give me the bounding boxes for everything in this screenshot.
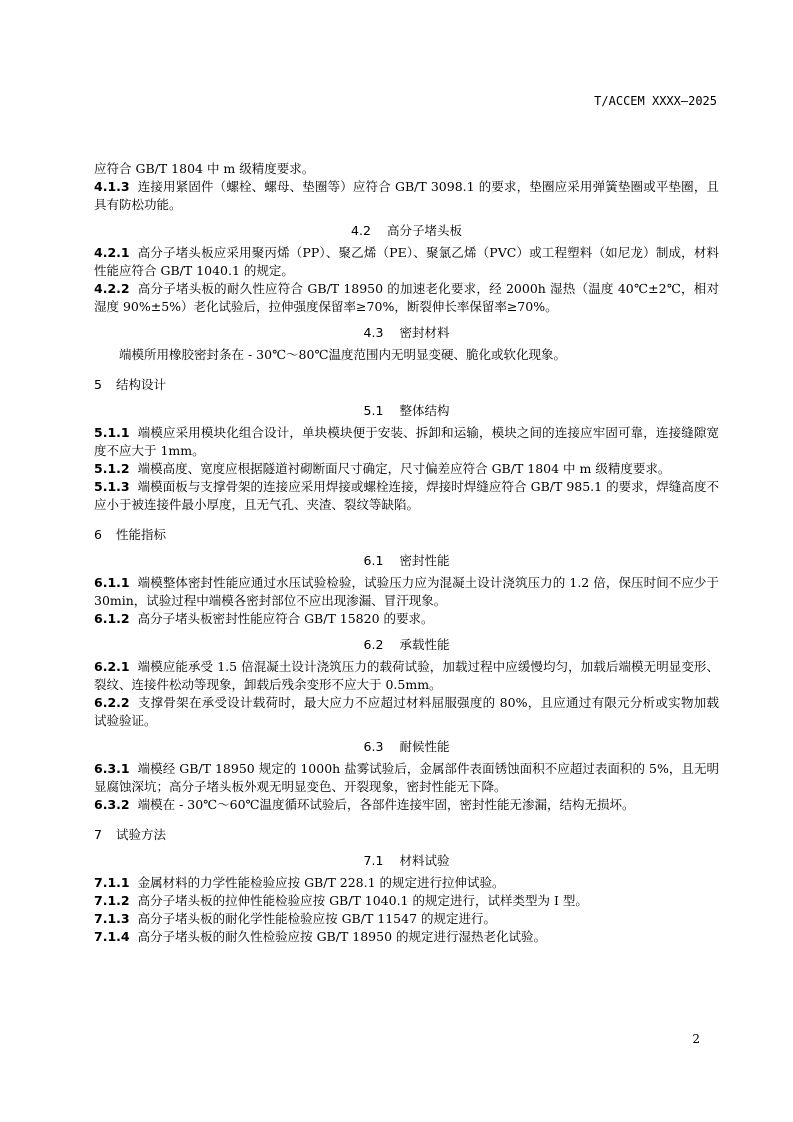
section-heading — [94, 376, 719, 394]
clause-text: 端模应采用模块化组合设计，单块模块便于安装、拆卸和运输，模块之间的连接应牢固可靠，连接缝隙宽度不应大于 1mm。 — [94, 425, 719, 458]
clause-text: 高分子堵头板应采用聚丙烯（PP）、聚乙烯（PE）、聚氯乙烯（PVC）或工程塑料（如尼龙）制成，材料性能应符合 GB/T 1040.1 的规定。 — [94, 245, 719, 278]
clause-number: 6.2.2 — [94, 695, 130, 710]
clause-number: 7.1.1 — [94, 875, 130, 890]
subsection-heading — [94, 852, 719, 870]
document-header-code: T/ACCEM XXXX—2025 — [594, 94, 717, 108]
clause-text: 耐候性能 — [399, 739, 450, 754]
clause-text: 端模高度、宽度应根据隧道衬砌断面尺寸确定，尺寸偏差应符合 GB/T 1804 中 m 级精度要求。 — [137, 461, 671, 476]
clause-text: 端模经 GB/T 18950 规定的 1000h 盐雾试验后，金属部件表面锈蚀面积不应超过表面积的 5%，且无明显腐蚀深坑；高分子堵头板外观无明显变色、开裂现象，密封性能无下降。 — [94, 761, 719, 794]
clause-paragraph — [94, 610, 719, 628]
clause-paragraph — [94, 244, 719, 280]
clause-text: 密封材料 — [399, 325, 450, 340]
clause-number: 5 — [94, 377, 102, 392]
clause-number: 6.2 — [363, 637, 384, 652]
clause-text: 试验方法 — [115, 827, 166, 842]
clause-paragraph — [94, 574, 719, 610]
clause-number: 4.2 — [351, 223, 371, 238]
subsection-heading — [94, 222, 719, 240]
clause-text: 金属材料的力学性能检验应按 GB/T 228.1 的规定进行拉伸试验。 — [137, 875, 505, 890]
clause-text: 端模整体密封性能应通过水压试验检验，试验压力应为混凝土设计浇筑压力的 1.2 倍，保压时间不应少于 30min，试验过程中端模各密封部位不应出现渗漏、冒汗现象。 — [94, 575, 719, 608]
clause-text: 结构设计 — [115, 377, 166, 392]
clause-text: 端模在 - 30℃～60℃温度循环试验后，各部件连接牢固，密封性能无渗漏，结构无损坏。 — [137, 797, 635, 812]
clause-text: 高分子堵头板密封性能应符合 GB/T 15820 的要求。 — [137, 611, 434, 626]
clause-number: 7 — [94, 827, 102, 842]
subsection-heading — [94, 402, 719, 420]
clause-text: 承载性能 — [399, 637, 450, 652]
clause-text: 应符合 GB/T 1804 中 m 级精度要求。 — [94, 161, 315, 176]
clause-paragraph — [94, 874, 719, 892]
clause-number: 6 — [94, 527, 102, 542]
clause-text: 支撑骨架在承受设计载荷时，最大应力不应超过材料屈服强度的 80%，且应通过有限元分析或实物加载试验验证。 — [94, 695, 719, 728]
clause-paragraph — [94, 460, 719, 478]
subsection-heading — [94, 552, 719, 570]
clause-text: 高分子堵头板 — [386, 223, 462, 238]
clause-number: 4.2.2 — [94, 281, 130, 296]
subsection-heading — [94, 636, 719, 654]
clause-paragraph — [94, 160, 719, 178]
clause-text: 连接用紧固件（螺栓、螺母、垫圈等）应符合 GB/T 3098.1 的要求，垫圈应采用弹簧垫圈或平垫圈，且具有防松功能。 — [94, 179, 719, 212]
clause-text: 高分子堵头板的耐久性应符合 GB/T 18950 的加速老化要求，经 2000h 湿热（温度 40℃±2℃，相对湿度 90%±5%）老化试验后，拉伸强度保留率≥70%，断裂伸长率保留率≥70%。 — [94, 281, 719, 314]
clause-number: 7.1.3 — [94, 911, 130, 926]
subsection-heading — [94, 324, 719, 342]
clause-number: 7.1.2 — [94, 893, 130, 908]
clause-text: 高分子堵头板的耐久性检验应按 GB/T 18950 的规定进行湿热老化试验。 — [137, 929, 546, 944]
clause-text: 端模所用橡胶密封条在 - 30℃～80℃温度范围内无明显变硬、脆化或软化现象。 — [119, 347, 566, 362]
clause-paragraph — [94, 796, 719, 814]
clause-number: 5.1.1 — [94, 425, 130, 440]
clause-paragraph — [94, 694, 719, 730]
clause-text: 高分子堵头板的耐化学性能检验应按 GB/T 11547 的规定进行。 — [137, 911, 496, 926]
clause-number: 5.1.2 — [94, 461, 130, 476]
clause-paragraph — [94, 928, 719, 946]
clause-number: 4.2.1 — [94, 245, 130, 260]
clause-number: 5.1.3 — [94, 479, 130, 494]
clause-number: 6.1 — [363, 553, 384, 568]
clause-number: 4.1.3 — [94, 179, 130, 194]
subsection-heading — [94, 738, 719, 756]
clause-paragraph — [94, 280, 719, 316]
clause-text: 端模应能承受 1.5 倍混凝土设计浇筑压力的载荷试验，加载过程中应缓慢均匀，加载后端模无明显变形、裂纹、连接件松动等现象，卸载后残余变形不应大于 0.5mm。 — [94, 659, 719, 692]
clause-number: 7.1.4 — [94, 929, 130, 944]
clause-number: 5.1 — [363, 403, 384, 418]
clause-paragraph — [94, 346, 719, 364]
clause-text: 整体结构 — [399, 403, 450, 418]
clause-number: 6.2.1 — [94, 659, 130, 674]
clause-paragraph — [94, 910, 719, 928]
clause-paragraph — [94, 424, 719, 460]
document-body — [94, 160, 719, 946]
clause-text: 密封性能 — [399, 553, 450, 568]
clause-number: 6.1.2 — [94, 611, 130, 626]
clause-number: 6.3.1 — [94, 761, 130, 776]
clause-text: 性能指标 — [115, 527, 166, 542]
clause-paragraph — [94, 760, 719, 796]
clause-paragraph — [94, 892, 719, 910]
clause-number: 6.1.1 — [94, 575, 130, 590]
section-heading — [94, 826, 719, 844]
section-heading — [94, 526, 719, 544]
clause-paragraph — [94, 178, 719, 214]
clause-number: 7.1 — [363, 853, 384, 868]
clause-number: 6.3 — [363, 739, 384, 754]
clause-paragraph — [94, 478, 719, 514]
clause-text: 材料试验 — [399, 853, 450, 868]
clause-number: 6.3.2 — [94, 797, 130, 812]
clause-paragraph — [94, 658, 719, 694]
clause-text: 端模面板与支撑骨架的连接应采用焊接或螺栓连接，焊接时焊缝应符合 GB/T 985.1 的要求，焊缝高度不应小于被连接件最小厚度，且无气孔、夹渣、裂纹等缺陷。 — [94, 479, 719, 512]
clause-text: 高分子堵头板的拉伸性能检验应按 GB/T 1040.1 的规定进行，试样类型为 Ⅰ 型。 — [137, 893, 588, 908]
clause-number: 4.3 — [363, 325, 384, 340]
page-number: 2 — [692, 1032, 700, 1046]
